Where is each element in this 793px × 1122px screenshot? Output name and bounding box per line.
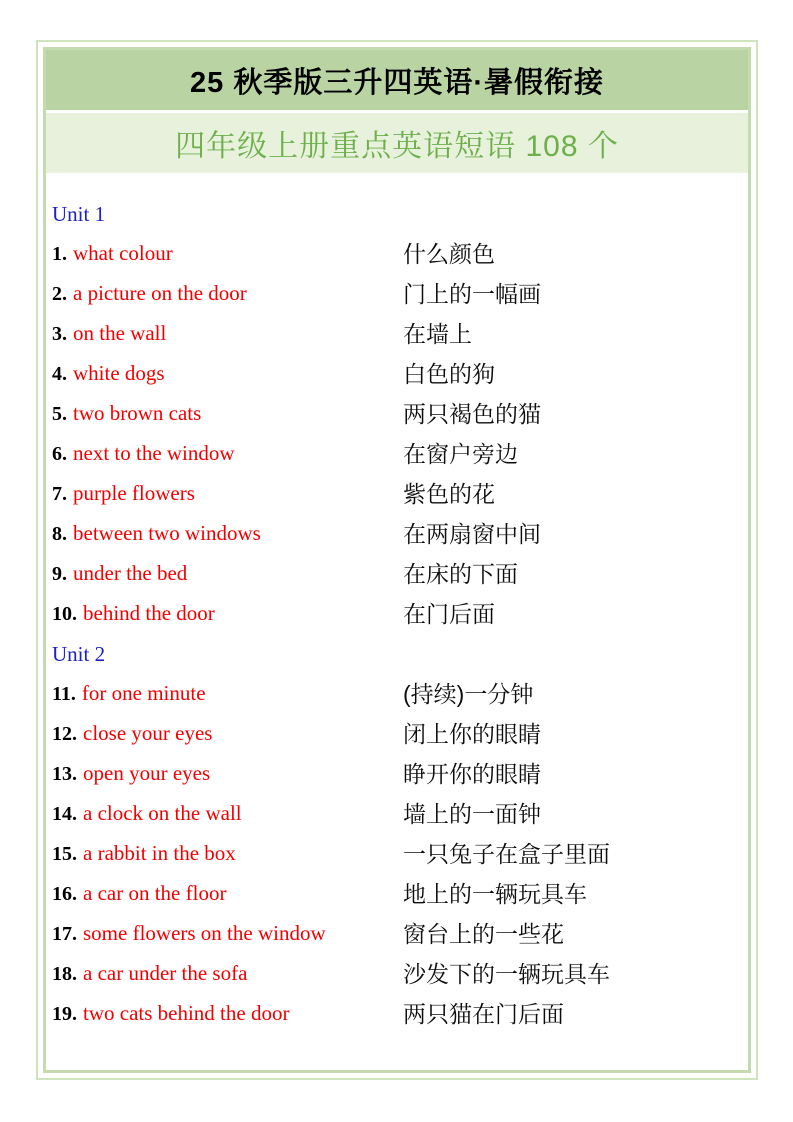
item-english: open your eyes	[83, 760, 211, 785]
phrase-row	[52, 234, 748, 274]
phrase-row	[52, 474, 748, 514]
phrase-row	[52, 794, 748, 834]
item-english: behind the door	[83, 600, 215, 625]
item-number: 13.	[52, 762, 77, 785]
phrase-left	[52, 873, 403, 916]
phrase-row	[52, 554, 748, 594]
unit-heading: Unit 1	[52, 202, 106, 226]
phrase-left	[52, 833, 403, 876]
item-english: close your eyes	[83, 720, 213, 745]
phrase-row	[52, 834, 748, 874]
phrase-left	[52, 713, 403, 756]
phrase-row	[52, 954, 748, 994]
phrase-row	[52, 674, 748, 714]
item-english: next to the window	[73, 440, 235, 465]
page-border-inner	[43, 47, 751, 1073]
item-chinese: 两只猫在门后面	[403, 1001, 564, 1027]
phrase-left	[52, 233, 403, 276]
item-english: purple flowers	[73, 480, 195, 505]
phrase-row	[52, 754, 748, 794]
item-number: 6.	[52, 442, 67, 465]
phrase-list	[46, 173, 748, 1034]
item-chinese: 紫色的花	[403, 481, 495, 507]
phrase-left	[52, 273, 403, 316]
item-english: some flowers on the window	[83, 920, 326, 945]
item-number: 14.	[52, 802, 77, 825]
item-chinese: 一只兔子在盒子里面	[403, 841, 610, 867]
phrase-left	[52, 513, 403, 556]
item-chinese: 在窗户旁边	[403, 441, 518, 467]
phrase-left	[52, 473, 403, 516]
phrase-left	[52, 393, 403, 436]
phrase-left	[52, 553, 403, 596]
phrase-left	[52, 433, 403, 476]
item-english: under the bed	[73, 560, 188, 585]
phrase-left	[52, 313, 403, 356]
phrase-left	[52, 353, 403, 396]
phrase-row	[52, 354, 748, 394]
item-english: white dogs	[73, 360, 165, 385]
phrase-row	[52, 994, 748, 1034]
item-number: 18.	[52, 962, 77, 985]
item-chinese: 沙发下的一辆玩具车	[403, 961, 610, 987]
item-chinese: (持续)一分钟	[403, 681, 534, 707]
phrase-row	[52, 274, 748, 314]
phrase-row	[52, 314, 748, 354]
item-english: on the wall	[73, 320, 167, 345]
item-chinese: 什么颜色	[403, 241, 495, 267]
item-chinese: 墙上的一面钟	[403, 801, 541, 827]
item-number: 5.	[52, 402, 67, 425]
phrase-left	[52, 953, 403, 996]
item-english: between two windows	[73, 520, 261, 545]
document-title-bar	[46, 50, 748, 110]
item-english: a picture on the door	[73, 280, 247, 305]
item-number: 11.	[52, 682, 76, 705]
item-english: two brown cats	[73, 400, 202, 425]
item-english: a rabbit in the box	[83, 840, 236, 865]
item-english: for one minute	[81, 680, 206, 705]
item-number: 7.	[52, 482, 67, 505]
item-chinese: 睁开你的眼睛	[403, 761, 541, 787]
item-english: two cats behind the door	[83, 1000, 290, 1025]
item-chinese: 门上的一幅画	[403, 281, 541, 307]
phrase-row	[52, 874, 748, 914]
item-number: 8.	[52, 522, 67, 545]
item-english: what colour	[73, 240, 173, 265]
unit-heading: Unit 2	[52, 642, 106, 666]
item-chinese: 在两扇窗中间	[403, 521, 541, 547]
item-chinese: 在墙上	[403, 321, 472, 347]
item-number: 16.	[52, 882, 77, 905]
item-chinese: 闭上你的眼睛	[403, 721, 541, 747]
phrase-left	[52, 913, 403, 956]
page-border-outer	[36, 40, 758, 1080]
item-chinese: 在门后面	[403, 601, 495, 627]
phrase-row	[52, 394, 748, 434]
item-number: 2.	[52, 282, 67, 305]
document-subtitle: 四年级上册重点英语短语 108 个	[175, 130, 619, 163]
item-chinese: 白色的狗	[403, 361, 495, 387]
item-number: 10.	[52, 602, 77, 625]
item-english: a car on the floor	[83, 880, 227, 905]
item-number: 17.	[52, 922, 77, 945]
phrase-left	[52, 673, 403, 716]
document-subtitle-bar	[46, 113, 748, 173]
item-english: a clock on the wall	[83, 800, 242, 825]
phrase-row	[52, 434, 748, 474]
item-number: 1.	[52, 242, 67, 265]
item-chinese: 地上的一辆玩具车	[403, 881, 587, 907]
phrase-row	[52, 914, 748, 954]
item-number: 19.	[52, 1002, 77, 1025]
phrase-row	[52, 594, 748, 634]
phrase-row	[52, 714, 748, 754]
phrase-left	[52, 753, 403, 796]
phrase-left	[52, 593, 403, 636]
phrase-row	[52, 514, 748, 554]
phrase-left	[52, 793, 403, 836]
phrase-left	[52, 993, 403, 1036]
item-number: 9.	[52, 562, 67, 585]
document-title: 25 秋季版三升四英语·暑假衔接	[190, 66, 604, 99]
item-number: 12.	[52, 722, 77, 745]
item-english: a car under the sofa	[83, 960, 248, 985]
item-number: 15.	[52, 842, 77, 865]
item-chinese: 两只褐色的猫	[403, 401, 541, 427]
item-chinese: 在床的下面	[403, 561, 518, 587]
item-number: 4.	[52, 362, 67, 385]
item-chinese: 窗台上的一些花	[403, 921, 564, 947]
item-number: 3.	[52, 322, 67, 345]
